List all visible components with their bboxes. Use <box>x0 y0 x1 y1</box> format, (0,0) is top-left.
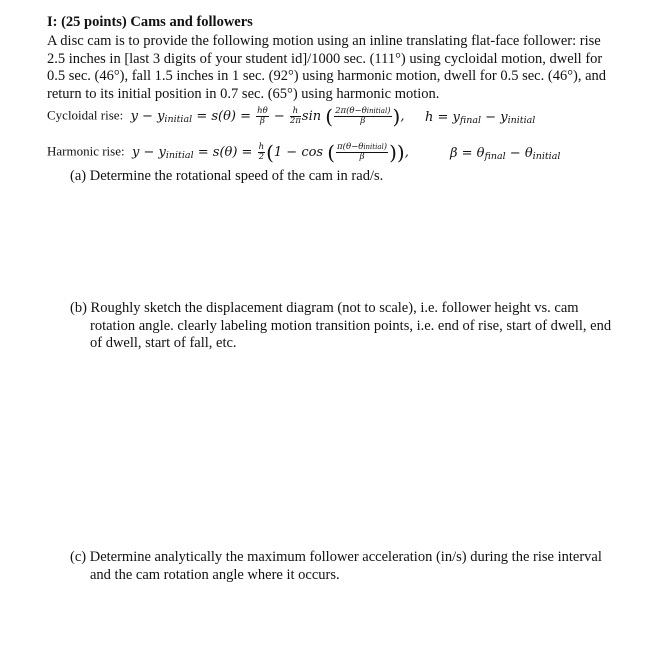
cycloidal-formula: $y - y_{initial} = s(\theta)$ = $\frac{h\theta}{\beta}$ − $\frac{h}{2\pi}$ sin ( $\frac{\text{2π(θ−θinitial)}}{\beta}$ ), <box>126 104 405 128</box>
h-definition: $h = y_{final} - y_{initial}$ <box>425 110 536 126</box>
harmonic-formula: $y - y_{initial} = s(\theta)$ = $\frac{h}{2}$ (1 − cos ( $\frac{\text{π(θ−θinitial)}}{\beta}$ )), <box>127 140 409 164</box>
harmonic-equation <box>47 140 409 164</box>
cycloidal-label: Cycloidal rise: <box>47 107 124 123</box>
part-c-question: (c) Determine analytically the maximum follower acceleration (in/s) during the rise interval and the cam rotation angle where it occurs. <box>70 549 602 583</box>
problem-statement: A disc cam is to provide the following motion using an inline translating flat-face follower: rise 2.5 inches in [last 3 digits of your student id]/1000 sec. (111°) using cycloidal motion, dwell for 0.5 sec. (46°), fall 1.5 inches in 1 sec. (92°) using harmonic motion, dwell for 0.5 sec. (46°), and return to its initial position in 0.7 sec. (65°) using harmonic motion. <box>47 33 607 102</box>
beta-definition: $\beta = \theta_{final} - \theta_{initial}$ <box>450 146 561 162</box>
part-b-question: (b) Roughly sketch the displacement diagram (not to scale), i.e. follower height vs. cam rotation angle. clearly labeling motion transition points, i.e. end of rise, start of dwell, end of dwell, start of fall, etc. <box>70 300 612 352</box>
harmonic-label: Harmonic rise: <box>47 143 125 159</box>
problem-heading: I: (25 points) Cams and followers <box>47 14 253 30</box>
part-a-question: (a) Determine the rotational speed of the cam in rad/s. <box>70 168 384 184</box>
cycloidal-equation <box>47 104 404 128</box>
